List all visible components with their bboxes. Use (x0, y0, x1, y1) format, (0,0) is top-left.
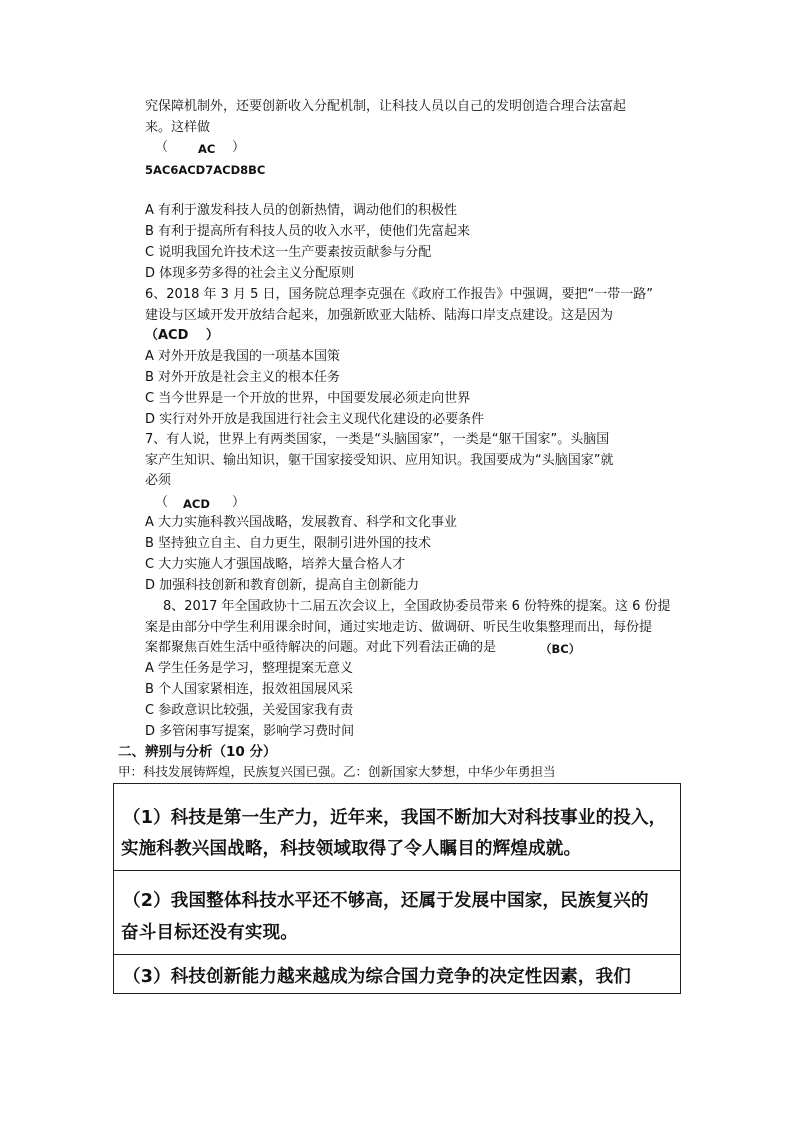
answer-box (113, 783, 681, 994)
q8-option-a: A 学生任务是学习，整理提案无意义 (145, 661, 354, 676)
q5-stem-line-1: 究保障机制外，还要创新收入分配机制，让科技人员以自己的发明创造合理合法富起 (145, 99, 627, 114)
q5-option-d: D 体现多劳多得的社会主义分配原则 (145, 266, 355, 281)
answer-line-3: （2）我国整体科技水平还不够高，还属于发展中国家，民族复兴的 (123, 891, 649, 911)
q7-stem-line-3: 必须 (145, 473, 172, 488)
q8-option-c: C 参政意识比较强，关爱国家我有责 (145, 703, 354, 718)
q7-answer-open: （ (155, 495, 169, 510)
q7-stem-line-1: 7、有人说，世界上有两类国家，一类是“头脑国家”，一类是“躯干国家”。头脑国 (145, 432, 610, 447)
q5-option-a: A 有利于激发科技人员的创新热情，调动他们的积极性 (145, 203, 458, 218)
section2-heading: 二、辨别与分析（10 分） (118, 744, 277, 760)
q8-option-d: D 多管闲事写提案，影响学习费时间 (145, 724, 355, 739)
q8-stem-line-2: 案是由部分中学生利用课余时间，通过实地走访、做调研、听民生收集整理而出，每份提 (145, 620, 653, 635)
answer-line-4: 奋斗目标还没有实现。 (121, 923, 298, 943)
q8-stem-line-3: 案都聚焦百姓生活中亟待解决的问题。对此下列看法正确的是 (145, 640, 497, 655)
q7-option-b: B 坚持独立自主、自力更生，限制引进外国的技术 (145, 536, 432, 551)
answer-line-5: （3）科技创新能力越来越成为综合国力竞争的决定性因素，我们 (123, 967, 631, 987)
q6-option-d: D 实行对外开放是我国进行社会主义现代化建设的必要条件 (145, 412, 485, 427)
q7-answer-close: ） (232, 495, 246, 510)
answer-key-line: 5AC6ACD7ACD8BC (145, 163, 266, 177)
answer-line-2: 实施科教兴国战略，科技领域取得了令人瞩目的辉煌成就。 (121, 839, 582, 859)
q7-stem-line-2: 家产生知识、输出知识，躯干国家接受知识、应用知识。我国要成为“头脑国家”就 (145, 453, 614, 468)
q6-option-c: C 当今世界是一个开放的世界，中国要发展必须走向世界 (145, 391, 471, 406)
q7-option-c: C 大力实施人才强国战略，培养大量合格人才 (145, 557, 406, 572)
q6-answer: （ACD ） (145, 328, 219, 343)
q8-option-b: B 个人国家紧相连，报效祖国展风采 (145, 682, 354, 697)
q6-option-a: A 对外开放是我国的一项基本国策 (145, 349, 341, 364)
q5-answer-close: ） (232, 140, 246, 155)
q5-stem-line-2: 来。这样做 (145, 120, 211, 135)
q7-option-a: A 大力实施科教兴国战略，发展教育、科学和文化事业 (145, 515, 458, 530)
box-divider (114, 870, 680, 871)
q6-option-b: B 对外开放是社会主义的根本任务 (145, 370, 341, 385)
q7-answer: ACD (183, 497, 210, 511)
answer-line-1: （1）科技是第一生产力，近年来，我国不断加大对科技事业的投入， (123, 808, 667, 828)
q8-answer: （BC） (540, 642, 581, 656)
q5-answer: AC (198, 142, 216, 156)
q5-option-c: C 说明我国允许技术这一生产要素按贡献参与分配 (145, 245, 432, 260)
section2-intro: 甲：科技发展铸辉煌，民族复兴国已强。乙：创新国家大梦想，中华少年勇担当 (118, 764, 556, 779)
q6-stem-line-1: 6、2018 年 3 月 5 日，国务院总理李克强在《政府工作报告》中强调，要把“一带一路” (145, 287, 654, 302)
box-divider (114, 954, 680, 955)
q8-stem-line-1: 8、2017 年全国政协十二届五次会议上，全国政协委员带来 6 份特殊的提案。这 6 份提 (163, 599, 671, 614)
q5-option-b: B 有利于提高所有科技人员的收入水平，使他们先富起来 (145, 224, 471, 239)
q6-stem-line-2: 建设与区域开发开放结合起来，加强新欧亚大陆桥、陆海口岸支点建设。这是因为 (145, 308, 614, 323)
q5-answer-open: （ (155, 140, 169, 155)
q7-option-d: D 加强科技创新和教育创新，提高自主创新能力 (145, 578, 420, 593)
